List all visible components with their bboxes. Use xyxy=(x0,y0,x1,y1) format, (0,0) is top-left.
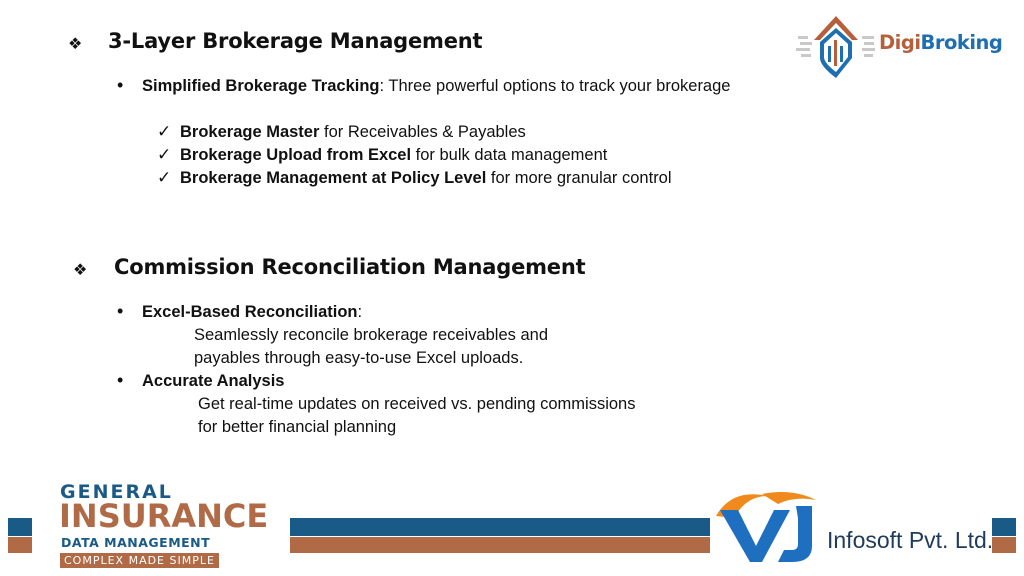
bullet-icon: • xyxy=(117,370,124,390)
broking-text: Broking xyxy=(920,31,1003,54)
section1-intro-rest: : Three powerful options to track your brokerage xyxy=(379,77,731,95)
digibroking-wordmark xyxy=(879,31,1002,54)
logo-insurance-text: INSURANCE xyxy=(59,497,269,535)
section1-intro-bold: Simplified Brokerage Tracking xyxy=(142,77,380,95)
left-edge-bar-copper xyxy=(8,537,32,553)
left-edge-bar xyxy=(8,518,32,536)
section1-item xyxy=(180,146,607,165)
logo-general-text: GENERAL xyxy=(60,481,173,503)
section1-intro xyxy=(142,77,730,96)
checkmark-icon: ✓ xyxy=(157,168,172,187)
digibroking-logo-icon xyxy=(796,6,878,84)
bullet-icon: • xyxy=(117,301,124,321)
diamond-bullet-icon: ❖ xyxy=(68,36,83,53)
digi-text: Digi xyxy=(879,31,921,54)
vj-logo-icon xyxy=(712,490,824,566)
section2-point-line: Seamlessly reconcile brokerage receivables and xyxy=(194,326,549,344)
diamond-bullet-icon: ❖ xyxy=(73,262,88,279)
section1-item-bold: Brokerage Master xyxy=(180,123,320,141)
section2-point-title xyxy=(142,303,362,322)
section2-point-line: payables through easy-to-use Excel uploads. xyxy=(194,349,524,367)
section1-item-bold: Brokerage Upload from Excel xyxy=(180,146,412,164)
section1-heading: 3-Layer Brokerage Management xyxy=(108,29,483,53)
section2-point-line: Get real-time updates on received vs. pending commissions xyxy=(198,395,636,413)
company-name: Infosoft Pvt. Ltd. xyxy=(827,527,994,553)
right-edge-bar-copper xyxy=(992,537,1016,553)
logo-data-management-text: DATA MANAGEMENT xyxy=(61,535,211,550)
center-bar-copper xyxy=(290,537,710,553)
center-bar-blue xyxy=(290,518,710,536)
logo-tagline-text: COMPLEX MADE SIMPLE xyxy=(60,553,219,568)
checkmark-icon: ✓ xyxy=(157,122,172,141)
section2-point-title-text: Accurate Analysis xyxy=(142,372,285,390)
section2-point-line: for better financial planning xyxy=(198,418,397,436)
section1-item xyxy=(180,123,526,142)
checkmark-icon: ✓ xyxy=(157,145,172,164)
section2-point-title-suffix: : xyxy=(357,303,363,321)
section1-item-rest: for Receivables & Payables xyxy=(319,123,526,141)
section1-item-rest: for bulk data management xyxy=(411,146,608,164)
right-edge-bar xyxy=(992,518,1016,536)
section1-item xyxy=(180,169,672,188)
section2-point-title xyxy=(142,372,284,391)
section2-heading: Commission Reconciliation Management xyxy=(114,255,586,279)
bullet-icon: • xyxy=(117,75,124,95)
section2-point-title-text: Excel-Based Reconciliation xyxy=(142,303,358,321)
section1-item-bold: Brokerage Management at Policy Level xyxy=(180,169,487,187)
section1-item-rest: for more granular control xyxy=(486,169,672,187)
